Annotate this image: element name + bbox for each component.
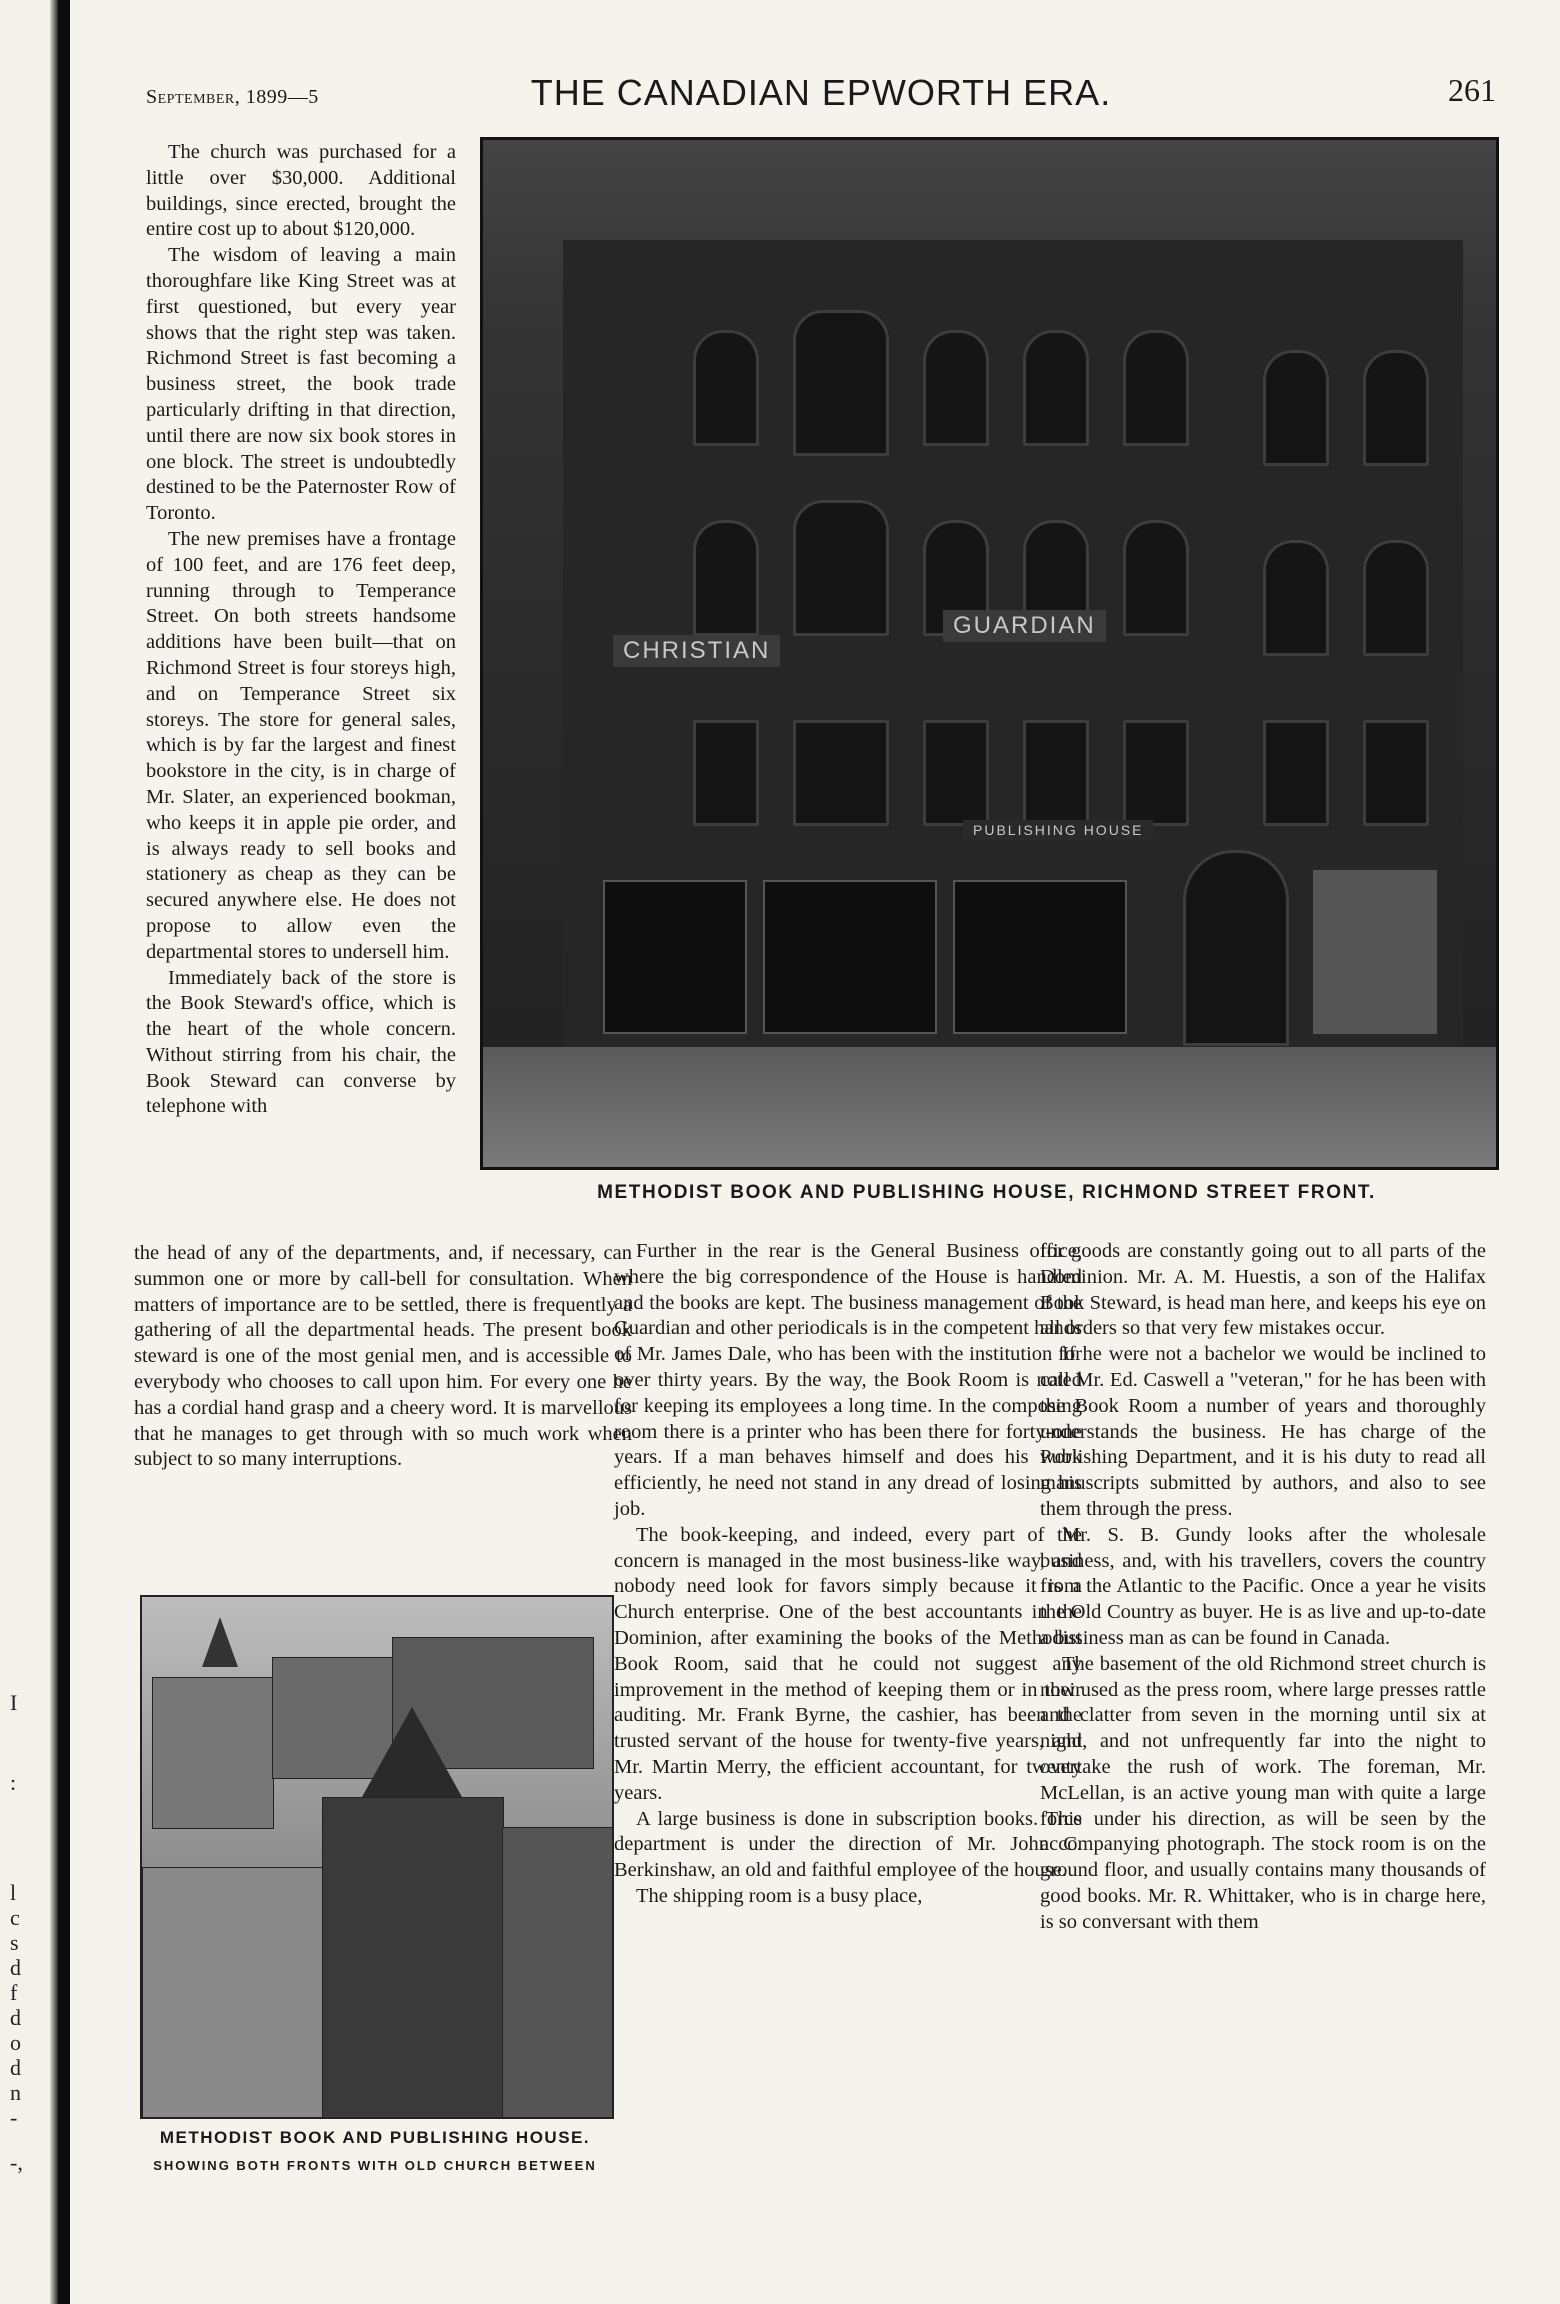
photo-window <box>923 330 989 446</box>
paragraph: The shipping room is a busy place, <box>636 1884 923 1907</box>
photo-window <box>1263 540 1329 656</box>
photo-window <box>1023 330 1089 446</box>
paragraph: Mr. S. B. Gundy looks after the wholesale business, and, with his travellers, covers the country from the Atlantic to the Pacific. Once a year he visits the Old Country as buyer. He is as live and up-to-date a business man as can be found in Canada. <box>1040 1523 1486 1649</box>
photo-window <box>923 720 989 826</box>
paragraph: The new premises have a frontage of 100 feet, and are 176 feet deep, running through to Temperance Street. On both streets handsome additions have been built—that on Richmond Street is four storeys high, and on Temperance Street six storeys. The store for general sales, which is by far the largest and finest bookstore in the city, is in charge of Mr. Slater, an experienced bookman, who keeps it in apple pie order, and is always ready to sell books and stationery as cheap as they can be secured anywhere else. He does not propose to allow even the departmental stores to undersell him. <box>146 527 456 963</box>
engraving-building <box>142 1867 324 2119</box>
photo-window <box>1123 520 1189 636</box>
photo-window <box>1363 720 1429 826</box>
photo-window <box>693 720 759 826</box>
engraving-caption <box>140 2128 610 2173</box>
photo-window <box>793 310 889 456</box>
strip-fragment: d <box>10 2055 21 2080</box>
paragraph: Immediately back of the store is the Book Steward's office, which is the heart of the whole concern. Without stirring from his chair, the Book Steward can converse by telephone with <box>146 966 456 1118</box>
engraving-building <box>152 1677 274 1829</box>
photo-storefront <box>603 880 747 1034</box>
paragraph: Further in the rear is the General Business office, where the big correspondence of the House is handled and the books are kept. The business management of the Guardian and other periodicals is in the competent hands of Mr. James Dale, who has been with the institution for over thirty years. By the way, the Book Room is noted for keeping its employees a long time. In the composing room there is a printer who has been there for forty-one years. If a man behaves himself and does his work efficiently, he need not stand in any dread of losing his job. <box>614 1240 1082 1520</box>
strip-fragment: l <box>10 1880 17 1905</box>
strip-fragment: : <box>10 1770 17 1795</box>
photo-window <box>1263 350 1329 466</box>
previous-page-strip <box>0 0 58 2304</box>
photo-storefront <box>953 880 1127 1034</box>
issue-date: September, 1899—5 <box>146 86 319 108</box>
paragraph: The basement of the old Richmond street church is now used as the press room, where large presses rattle and clatter from seven in the morning until six at night, and not unfrequently far into the night to overtake the rush of work. The foreman, Mr. McLellan, is an active young man with quite a large force under his direction, as will be seen by the accompanying photograph. The stock room is on the ground floor, and usually contains many thousands of good books. Mr. R. Whittaker, who is in charge here, is so conversant with them <box>1040 1652 1486 1933</box>
strip-fragment: f <box>10 1980 18 2005</box>
column-right <box>1040 1239 1486 1936</box>
strip-fragment: d <box>10 2005 21 2030</box>
strip-fragment: d <box>10 1955 21 1980</box>
strip-fragment: o <box>10 2030 21 2055</box>
paragraph: the head of any of the departments, and, if necessary, can summon one or more by call-bell for consultation. When matters of importance are to be settled, there is frequently a gathering of all the departmental heads. The present book steward is one of the most genial men, and is accessible to everybody who chooses to call upon him. For every one he has a cordial hand grasp and a cheery word. It is marvellous that he manages to get through with so much work when subject to so many interruptions. <box>134 1242 632 1471</box>
newspaper-page <box>70 0 1560 2304</box>
strip-fragment: I <box>10 1690 18 1715</box>
both-fronts-engraving <box>140 1595 614 2119</box>
photo-storefront <box>1313 870 1437 1034</box>
photo-window <box>793 500 889 636</box>
paragraph: The book-keeping, and indeed, every part of the concern is managed in the most business-like way, and nobody need look for favors simply because it is a Church enterprise. One of the best accountants in the Dominion, after examining the books of the Methodist Book Room, said that he could not suggest any improvement in the method of keeping them or in their auditing. Mr. Frank Byrne, the cashier, has been the trusted servant of the house for twenty-five years, and Mr. Martin Merry, the efficient accountant, for twenty years. <box>614 1523 1082 1804</box>
richmond-street-photo <box>480 137 1499 1170</box>
paragraph: for goods are constantly going out to all parts of the Dominion. Mr. A. M. Huestis, a son of the Halifax Book Steward, is head man here, and keeps his eye on all orders so that very few mistakes occur. <box>1040 1240 1486 1340</box>
photo-storefront <box>763 880 937 1034</box>
column-left-narrow <box>146 140 456 1120</box>
photo-caption: METHODIST BOOK AND PUBLISHING HOUSE, RICHMOND STREET FRONT. <box>597 1182 1376 1203</box>
photo-building-facade <box>563 240 1463 1110</box>
publication-title: THE CANADIAN EPWORTH ERA. <box>530 72 1112 113</box>
engraving-tower-roof <box>362 1707 462 1797</box>
photo-doorway <box>1183 850 1289 1046</box>
engraving-building <box>502 1827 614 2119</box>
strip-fragment: -, <box>10 2150 23 2175</box>
photo-window <box>1123 720 1189 826</box>
photo-window <box>693 520 759 636</box>
photo-window <box>1363 540 1429 656</box>
photo-window <box>1363 350 1429 466</box>
engraving-caption-subtitle: SHOWING BOTH FRONTS WITH OLD CHURCH BETWEEN <box>153 2158 597 2173</box>
photo-window <box>1023 720 1089 826</box>
paragraph: If he were not a bachelor we would be inclined to call Mr. Ed. Caswell a "veteran," for he has been with the Book Room a number of years and thoroughly understands the business. He has charge of the Publishing Department, and it is his duty to read all manuscripts submitted by authors, and also to see them through the press. <box>1040 1343 1486 1520</box>
strip-fragment: c <box>10 1905 20 1930</box>
engraving-steeple <box>202 1617 238 1667</box>
column-left-wide <box>134 1241 632 1473</box>
strip-fragment: - <box>10 2105 18 2130</box>
photo-sign-publishing-house: PUBLISHING HOUSE <box>963 820 1153 840</box>
photo-window <box>1123 330 1189 446</box>
paragraph: The church was purchased for a little over $30,000. Additional buildings, since erected, brought the entire cost up to about $120,000. <box>146 141 456 241</box>
engraving-publishing-house <box>322 1797 504 2119</box>
page-gutter <box>50 0 58 2304</box>
engraving-caption-title: METHODIST BOOK AND PUBLISHING HOUSE. <box>159 2128 591 2147</box>
strip-fragment: n <box>10 2080 21 2105</box>
paragraph: The wisdom of leaving a main thoroughfare like King Street was at first questioned, but every year shows that the right step was taken. Richmond Street is fast becoming a business street, the book trade particularly drifting in that direction, until there are now six book stores in one block. The street is undoubtedly destined to be the Paternoster Row of Toronto. <box>146 244 456 525</box>
photo-sign-christian: CHRISTIAN <box>613 635 780 667</box>
photo-street <box>483 1047 1496 1167</box>
photo-window <box>793 720 889 826</box>
strip-fragment: s <box>10 1930 19 1955</box>
column-middle <box>614 1239 1082 1910</box>
photo-window <box>693 330 759 446</box>
photo-sign-guardian: GUARDIAN <box>943 610 1106 642</box>
paragraph: A large business is done in subscription books. This department is under the direction of Mr. John C. Berkinshaw, an old and faithful employee of the house. <box>614 1807 1082 1882</box>
photo-window <box>1263 720 1329 826</box>
page-number: 261 <box>1448 72 1496 108</box>
page-header <box>136 66 1506 116</box>
